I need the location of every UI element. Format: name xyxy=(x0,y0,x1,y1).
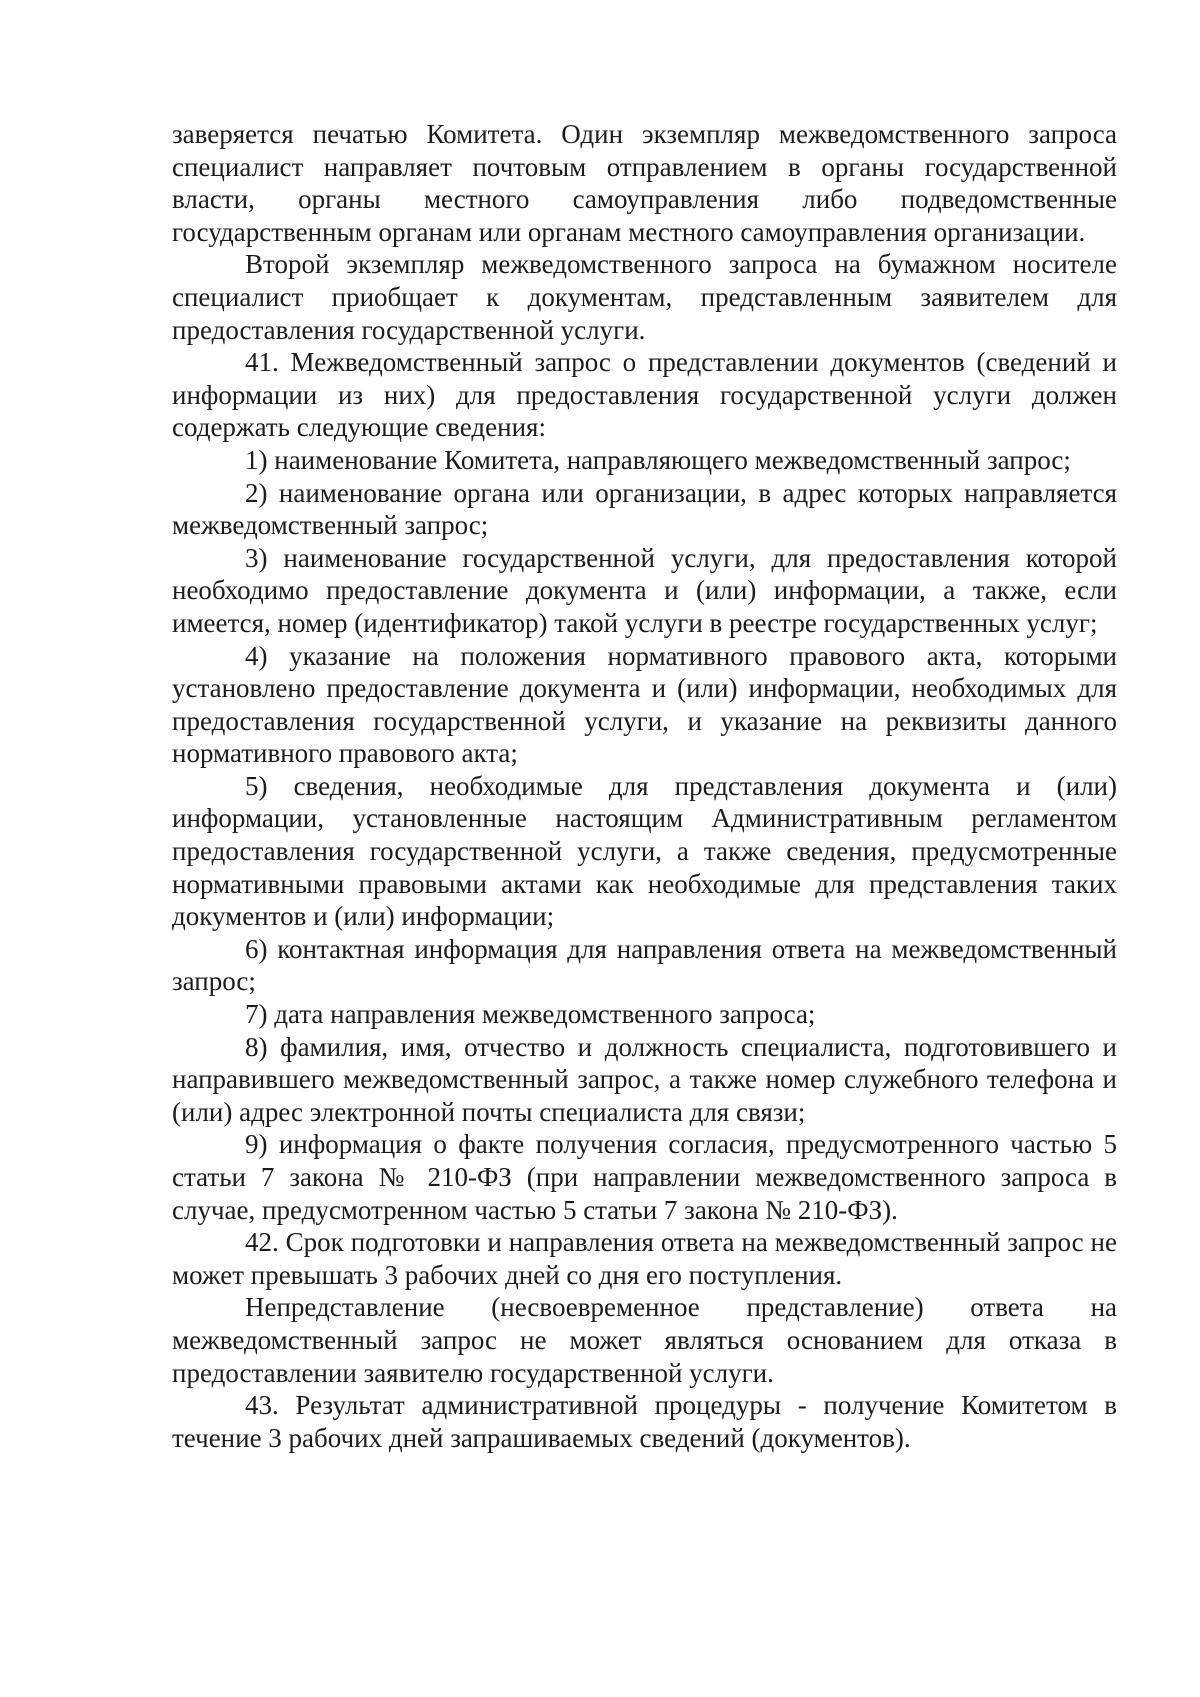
list-item-8: 8) фамилия, имя, отчество и должность специалиста, подготовившего и направившего межведомственный запрос, а также номер служебного телефона и (или) адрес электронной почты специалиста для связи; xyxy=(172,1031,1117,1127)
list-item-7: 7) дата направления межведомственного запроса; xyxy=(245,999,816,1030)
document-body xyxy=(172,118,1117,1454)
list-item-4: 4) указание на положения нормативного правового акта, которыми установлено предоставление документа и (или) информации, необходимых для предоставления государственной услуги, и указание на реквизиты данного нормативного правового акта; xyxy=(172,640,1117,769)
list-item-3: 3) наименование государственной услуги, для предоставления которой необходимо предоставление документа и (или) информации, а также, если имеется, номер (идентификатор) такой услуги в реестре государственных услуг; xyxy=(172,542,1117,638)
paragraph-non-submission: Непредставление (несвоевременное представление) ответа на межведомственный запрос не может являться основанием для отказа в предоставлении заявителю государственной услуги. xyxy=(172,1292,1117,1388)
paragraph-continuation: заверяется печатью Комитета. Один экземпляр межведомственного запроса специалист направляет почтовым отправлением в органы государственной власти, органы местного самоуправления либо подведомственные государственным органам или органам местного самоуправления организации. xyxy=(172,119,1117,247)
paragraph-second-copy: Второй экземпляр межведомственного запроса на бумажном носителе специалист приобщает к документам, представленным заявителем для предоставления государственной услуги. xyxy=(172,249,1117,345)
list-item-6: 6) контактная информация для направления ответа на межведомственный запрос; xyxy=(172,933,1117,997)
list-item-9: 9) информация о факте получения согласия, предусмотренного частью 5 статьи 7 закона № 210-ФЗ (при направлении межведомственного запроса в случае, предусмотренном частью 5 статьи 7 закона № 210-ФЗ). xyxy=(172,1129,1117,1225)
paragraph-42: 42. Срок подготовки и направления ответа на межведомственный запрос не может превышать 3 рабочих дней со дня его поступления. xyxy=(172,1227,1117,1290)
list-item-1: 1) наименование Комитета, направляющего межведомственный запрос; xyxy=(245,444,1071,475)
paragraph-43: 43. Результат административной процедуры - получение Комитетом в течение 3 рабочих дней запрашиваемых сведений (документов). xyxy=(172,1390,1117,1453)
list-item-2: 2) наименование органа или организации, в адрес которых направляется межведомственный запрос; xyxy=(172,477,1117,541)
paragraph-41: 41. Межведомственный запрос о представлении документов (сведений и информации из них) для предоставления государственной услуги должен содержать следующие сведения: xyxy=(172,347,1117,443)
list-item-5: 5) сведения, необходимые для представления документа и (или) информации, установленные настоящим Административным регламентом предоставления государственной услуги, а также сведения, предусмотренные нормативными правовыми актами как необходимые для представления таких документов и (или) информации; xyxy=(172,770,1117,932)
